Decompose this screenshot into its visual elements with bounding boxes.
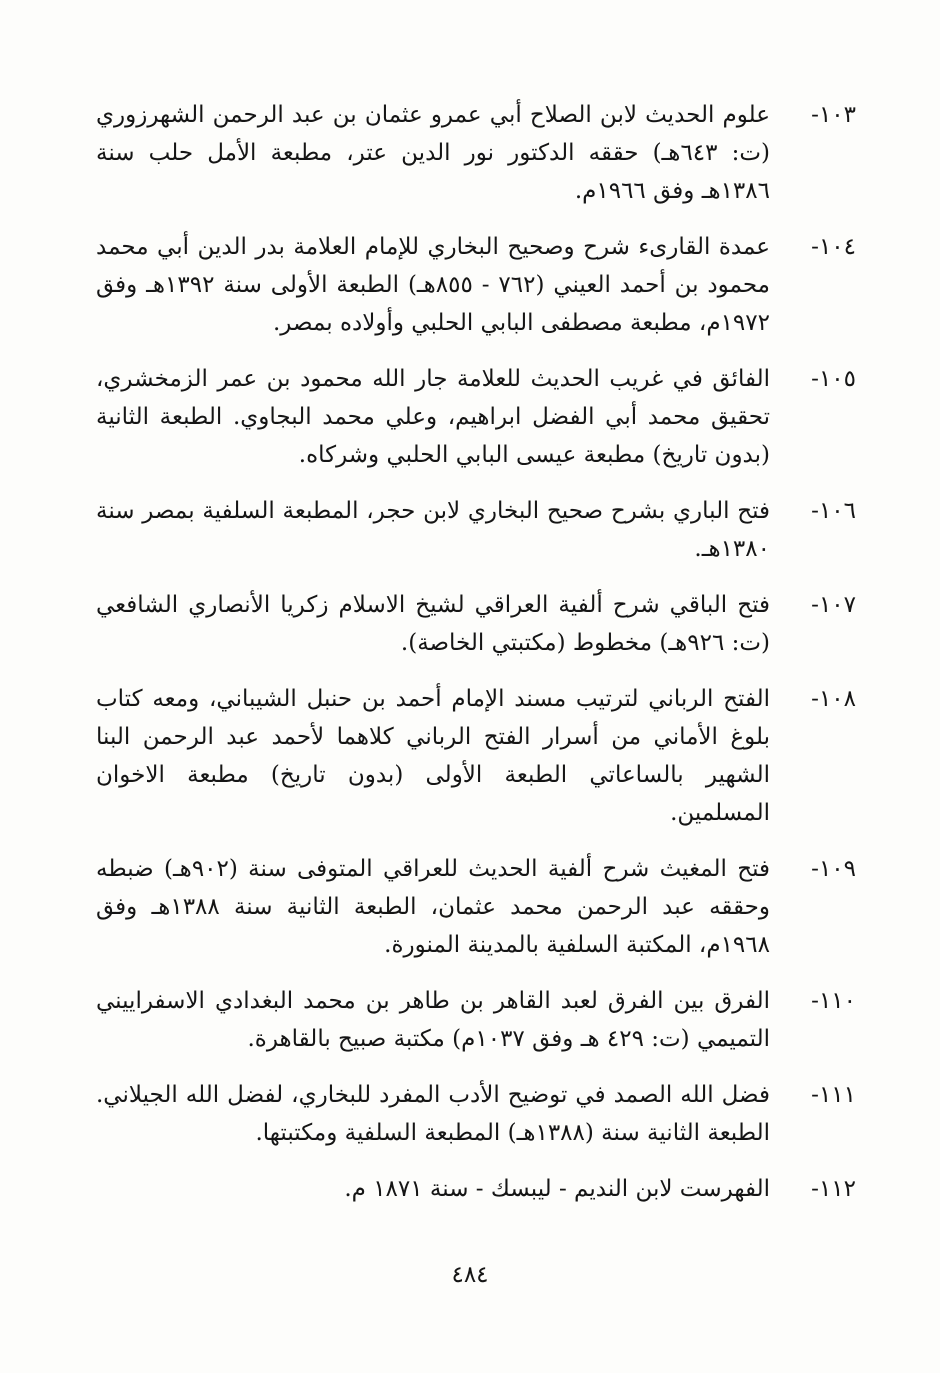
bibliography-entry [96, 586, 856, 662]
bibliography-entry [96, 850, 856, 964]
page-number: ٤٨٤ [451, 1262, 489, 1288]
bibliography-entry [96, 680, 856, 832]
bibliography-entry [96, 1170, 856, 1208]
entry-number: ١٠٩- [811, 856, 856, 882]
entry-text: عمدة القارىء شرح وصحيح البخاري للإمام العلامة بدر الدين أبي محمد محمود بن أحمد العيني (٧٦٢ - ٨٥٥هـ) الطبعة الأولى سنة ١٣٩٢هـ وفق ١٩٧٢م، مطبعة مصطفى البابي الحلبي وأولاده بمصر. [96, 234, 770, 336]
bibliography-entry [96, 96, 856, 210]
entry-number: ١١٢- [811, 1176, 856, 1202]
entry-text: فتح الباقي شرح ألفية العراقي لشيخ الاسلام زكريا الأنصاري الشافعي (ت: ٩٢٦هـ) مخطوط (مكتبتي الخاصة). [96, 592, 770, 656]
bibliography-entry [96, 492, 856, 568]
entry-text: فضل الله الصمد في توضيح الأدب المفرد للبخاري، لفضل الله الجيلاني. الطبعة الثانية سنة (١٣٨٨هـ) المطبعة السلفية ومكتبتها. [96, 1082, 770, 1146]
entry-number: ١٠٦- [811, 498, 856, 524]
bibliography-entry [96, 360, 856, 474]
entry-number: ١٠٧- [811, 592, 856, 618]
entry-number: ١١٠- [811, 988, 856, 1014]
bibliography-entry [96, 982, 856, 1058]
entry-text: فتح الباري بشرح صحيح البخاري لابن حجر، المطبعة السلفية بمصر سنة ١٣٨٠هـ. [96, 498, 770, 562]
entry-text: الفائق في غريب الحديث للعلامة جار الله محمود بن عمر الزمخشري، تحقيق محمد أبي الفضل ابراهيم، وعلي محمد البجاوي. الطبعة الثانية (بدون تاريخ) مطبعة عيسى البابي الحلبي وشركاه. [96, 366, 770, 468]
entry-number: ١١١- [811, 1082, 856, 1108]
bibliography-entry [96, 228, 856, 342]
entry-number: ١٠٣- [811, 102, 856, 128]
entry-number: ١٠٥- [811, 366, 856, 392]
entry-text: الفهرست لابن النديم - ليبسك - سنة ١٨٧١ م. [344, 1176, 770, 1202]
entry-text: علوم الحديث لابن الصلاح أبي عمرو عثمان بن عبد الرحمن الشهرزوري (ت: ٦٤٣هـ) حققه الدكتور نور الدين عتر، مطبعة الأمل حلب سنة ١٣٨٦هـ وفق ١٩٦٦م. [96, 102, 770, 204]
entry-number: ١٠٨- [811, 686, 856, 712]
bibliography-list [96, 96, 856, 1226]
bibliography-entry [96, 1076, 856, 1152]
entry-number: ١٠٤- [811, 234, 856, 260]
entry-text: الفرق بين الفرق لعبد القاهر بن طاهر بن محمد البغدادي الاسفراييني التميمي (ت: ٤٢٩ هـ وفق ١٠٣٧م) مكتبة صبيح بالقاهرة. [96, 988, 770, 1052]
entry-text: فتح المغيث شرح ألفية الحديث للعراقي المتوفى سنة (٩٠٢هـ) ضبطه وحققه عبد الرحمن محمد عثمان، الطبعة الثانية سنة ١٣٨٨هـ وفق ١٩٦٨م، المكتبة السلفية بالمدينة المنورة. [96, 856, 770, 958]
entry-text: الفتح الرباني لترتيب مسند الإمام أحمد بن حنبل الشيباني، ومعه كتاب بلوغ الأماني من أسرار الفتح الرباني كلاهما لأحمد عبد الرحمن البنا الشهير بالساعاتي الطبعة الأولى (بدون تاريخ) مطبعة الاخوان المسلمين. [96, 686, 770, 826]
